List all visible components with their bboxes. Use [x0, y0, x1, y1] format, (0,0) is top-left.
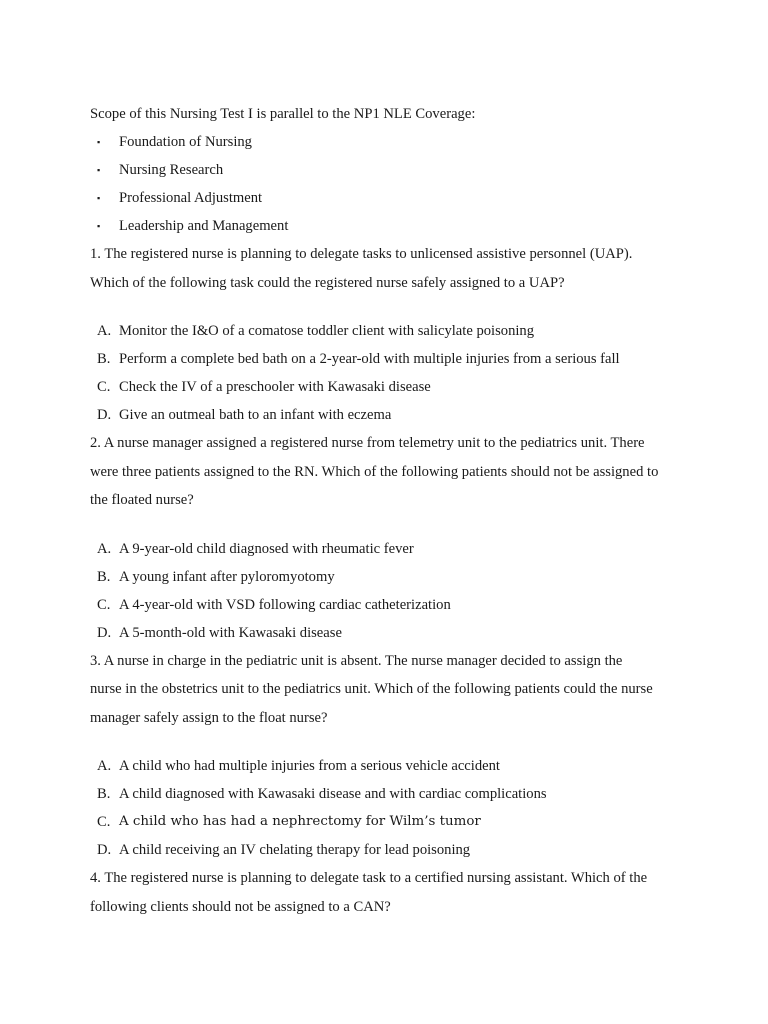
question-2-line-3: the floated nurse? — [90, 492, 194, 508]
question-4-line-1: 4. The registered nurse is planning to delegate task to a certified nursing assistant. Which of the — [90, 870, 648, 886]
scope-list — [90, 128, 690, 240]
option-text: A 5-month-old with Kawasaki disease — [119, 624, 342, 641]
question-3 — [90, 647, 690, 865]
option-letter: D. — [97, 842, 112, 858]
question-4 — [90, 864, 690, 921]
bullet-icon: ▪ — [97, 165, 101, 175]
question-2-option-b — [90, 563, 690, 591]
option-letter: B. — [97, 351, 111, 367]
option-text: Perform a complete bed bath on a 2-year-old with multiple injuries from a serious fall — [119, 351, 620, 367]
question-1-line-1: 1. The registered nurse is planning to delegate tasks to unlicensed assistive personnel (UAP). — [90, 246, 633, 262]
question-2-option-d — [90, 619, 690, 647]
question-2-line-2: were three patients assigned to the RN. Which of the following patients should not be assigned to — [90, 463, 659, 480]
question-2 — [90, 429, 690, 647]
option-letter: A. — [97, 758, 112, 774]
scope-item-label: Leadership and Management — [119, 218, 289, 234]
question-2-option-a — [90, 535, 690, 563]
option-text: A child who had multiple injuries from a serious vehicle accident — [119, 758, 500, 774]
option-letter: D. — [97, 624, 112, 641]
scope-item — [90, 156, 690, 184]
option-letter: A. — [97, 540, 112, 557]
option-letter: D. — [97, 407, 112, 423]
option-letter: B. — [97, 786, 111, 802]
scope-item — [90, 128, 690, 156]
bullet-icon: ▪ — [97, 137, 101, 147]
question-3-option-c — [90, 808, 690, 836]
option-text: A 4-year-old with VSD following cardiac catheterization — [119, 596, 451, 613]
question-3-line-1: 3. A nurse in charge in the pediatric unit is absent. The nurse manager decided to assign the — [90, 652, 623, 669]
document-page — [90, 100, 690, 921]
option-text: Give an outmeal bath to an infant with eczema — [119, 407, 392, 423]
question-1-option-a — [90, 317, 690, 345]
question-2-line-1: 2. A nurse manager assigned a registered nurse from telemetry unit to the pediatrics unit. There — [90, 435, 645, 451]
question-1 — [90, 240, 690, 429]
scope-item — [90, 212, 690, 240]
bullet-icon: ▪ — [97, 193, 101, 203]
option-text: A child receiving an IV chelating therapy for lead poisoning — [119, 842, 471, 858]
option-letter: C. — [97, 596, 111, 613]
scope-item-label: Foundation of Nursing — [119, 134, 252, 150]
question-1-option-c — [90, 373, 690, 401]
option-letter: C. — [97, 814, 111, 830]
question-3-line-2: nurse in the obstetrics unit to the pediatrics unit. Which of the following patients could the nurse — [90, 681, 653, 697]
option-text: A young infant after pyloromyotomy — [119, 568, 335, 585]
option-text: Monitor the I&O of a comatose toddler client with salicylate poisoning — [119, 323, 535, 339]
question-1-line-2: Which of the following task could the registered nurse safely assigned to a UAP? — [90, 274, 565, 291]
scope-item-label: Nursing Research — [119, 162, 224, 178]
option-letter: A. — [97, 323, 112, 339]
option-text: A child who has had a nephrectomy for Wilm’s tumor — [119, 814, 481, 829]
question-3-option-d — [90, 836, 690, 864]
question-2-option-c — [90, 591, 690, 619]
question-1-option-b — [90, 345, 690, 373]
option-letter: C. — [97, 379, 111, 395]
scope-item — [90, 184, 690, 212]
bullet-icon: ▪ — [97, 221, 101, 231]
question-3-option-a — [90, 752, 690, 780]
option-letter: B. — [97, 568, 111, 585]
option-text: Check the IV of a preschooler with Kawasaki disease — [119, 379, 431, 395]
question-4-line-2: following clients should not be assigned to a CAN? — [90, 898, 391, 915]
question-1-option-d — [90, 401, 690, 429]
option-text: A 9-year-old child diagnosed with rheumatic fever — [119, 540, 414, 557]
scope-item-label: Professional Adjustment — [119, 190, 263, 206]
question-3-line-3: manager safely assign to the float nurse? — [90, 709, 328, 726]
option-text: A child diagnosed with Kawasaki disease and with cardiac complications — [119, 786, 547, 802]
intro-text: Scope of this Nursing Test I is parallel to the NP1 NLE Coverage: — [90, 106, 476, 122]
question-3-option-b — [90, 780, 690, 808]
